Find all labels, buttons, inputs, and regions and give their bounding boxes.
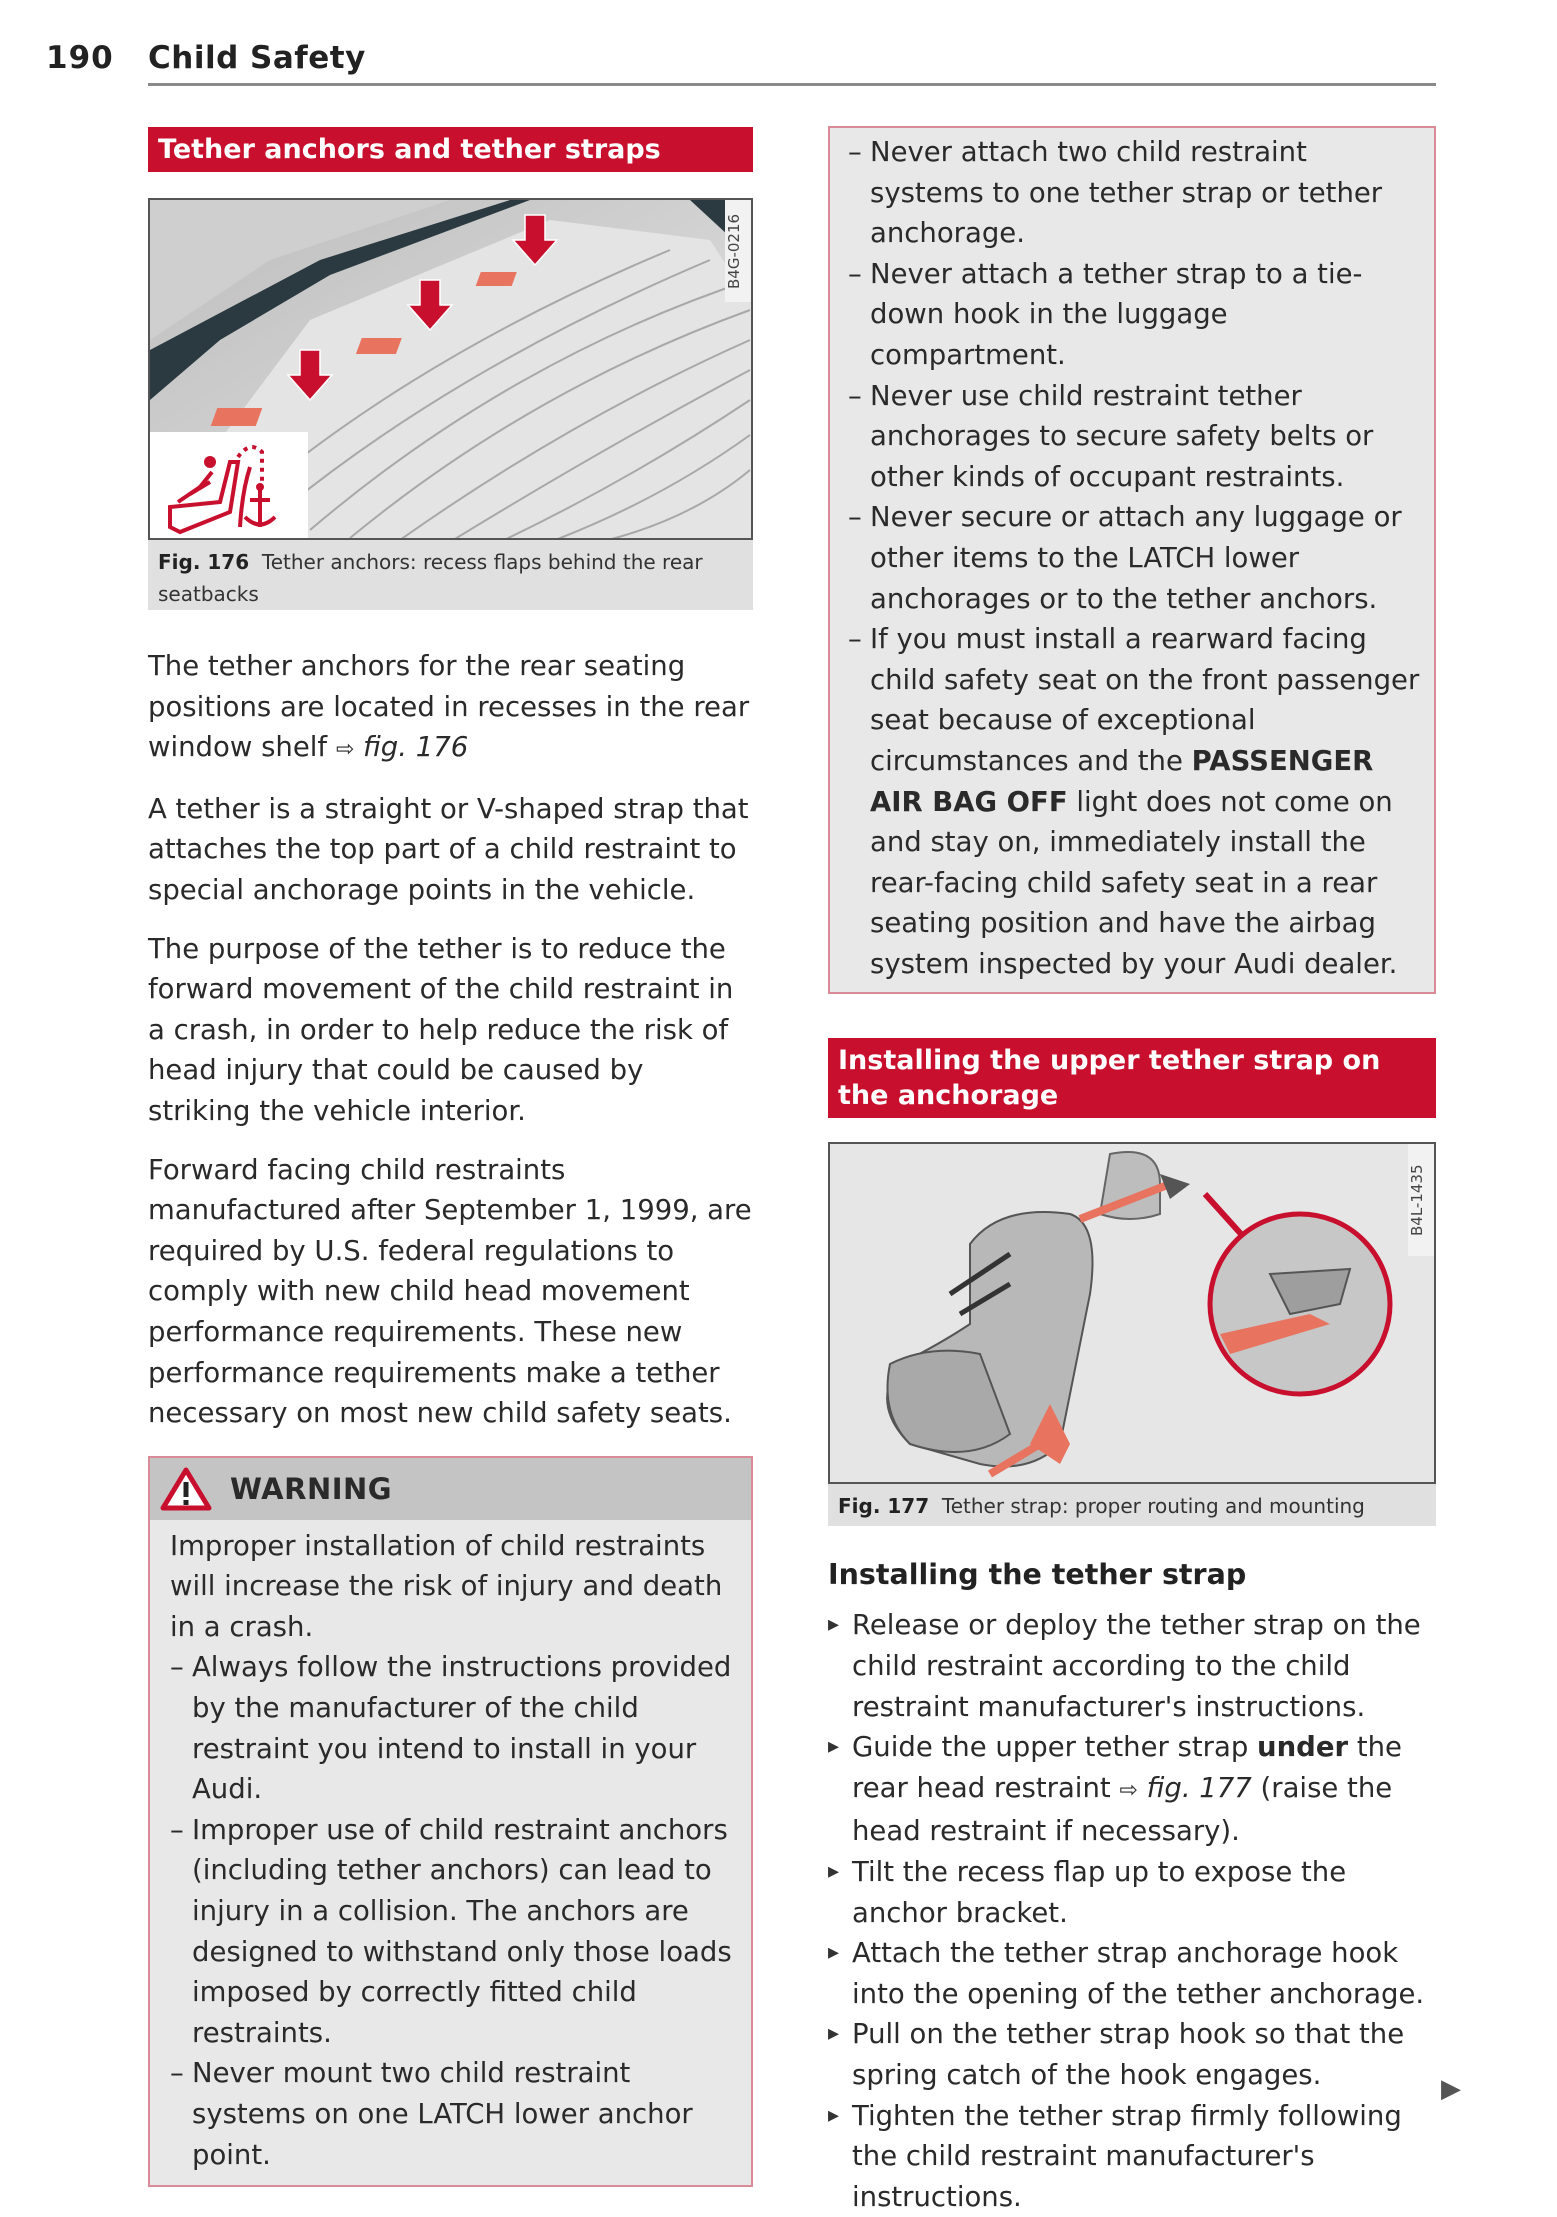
step-item: ▸ Tilt the recess flap up to expose the anchor bracket. — [828, 1852, 1436, 1933]
warning-intro: Improper installation of child restraints will increase the risk of injury and death in a crash. — [170, 1529, 723, 1643]
airbag-off-label: PASSENGER AIR BAG OFF — [870, 744, 1374, 818]
warning-item: – Never use child restraint tether anchorages to secure safety belts or other kinds of occupant restraints. — [848, 376, 1422, 498]
fig-176-image-id: B4G-0216 — [725, 200, 751, 302]
chapter-title: Child Safety — [148, 40, 366, 76]
continued-arrow-icon: ▶ — [1441, 2074, 1461, 2104]
section-title-tether-anchors: Tether anchors and tether straps — [148, 127, 753, 172]
xref-fig-177-link[interactable]: fig. 177 — [1146, 1771, 1252, 1804]
section-title-upper-tether: Installing the upper tether strap on the anchorage — [828, 1038, 1436, 1118]
warning-list — [170, 1647, 737, 2175]
installation-steps — [828, 1605, 1436, 2217]
xref-arrow-icon: ⇨ — [1119, 1777, 1138, 1803]
child-seat-anchor-icon — [150, 432, 308, 540]
warning-item: – Never attach a tether strap to a tie-down hook in the luggage compartment. — [848, 254, 1422, 376]
under-emphasis: under — [1257, 1731, 1349, 1764]
fig-177-caption — [828, 1484, 1436, 1526]
paragraph-regulations: Forward facing child restraints manufactured after September 1, 1999, are required by U.S. federal regulations to comply with new child head movement performance requirements. These new performance requirements make a tether necessary on most new child safety seats. — [148, 1153, 752, 1430]
step-item: ▸ Attach the tether strap anchorage hook into the opening of the tether anchorage. — [828, 1933, 1436, 2014]
warning-item-airbag: – If you must install a rearward facing child safety seat on the front passenger seat because of exceptional circumstances and the PASSENGER AIR BAG OFF light does not come on and stay on, immediately install the rear-facing child safety seat in a rear seating position and have the airbag system inspected by your Audi dealer. — [848, 619, 1422, 984]
left-body — [148, 646, 753, 1434]
fig-177-label: Fig. 177 — [838, 1494, 930, 1519]
warning-item: – Improper use of child restraint anchors (including tether anchors) can lead to injury in a collision. The anchors are designed to withstand only those loads imposed by correctly fitted child restraints. — [170, 1810, 737, 2054]
fig-176-image — [148, 198, 753, 540]
xref-fig-176-link[interactable]: fig. 176 — [363, 731, 469, 764]
child-seat-tether-illustration — [830, 1144, 1436, 1484]
warning-box — [148, 1456, 753, 2188]
step-item: ▸ Release or deploy the tether strap on the child restraint according to the child restraint manufacturer's instructions. — [828, 1605, 1436, 1727]
left-column — [148, 127, 753, 2187]
page-number: 190 — [46, 40, 114, 76]
warning-header — [150, 1458, 751, 1520]
fig-177-caption-text: Tether strap: proper routing and mounting — [941, 1494, 1365, 1519]
warning-continued-box — [828, 126, 1436, 994]
warning-triangle-icon — [160, 1467, 212, 1511]
figure-177 — [828, 1142, 1436, 1526]
header-rule — [148, 83, 1436, 86]
fig-177-image-id: B4L-1435 — [1408, 1144, 1434, 1256]
warning-item: – Never attach two child restraint systems to one tether strap or tether anchorage. — [848, 132, 1422, 254]
paragraph-tether-anchor-location: The tether anchors for the rear seating positions are located in recesses in the rear window shelf ⇨ fig. 176 — [148, 650, 750, 764]
fig-176-label: Fig. 176 — [158, 550, 250, 574]
warning-item: – Always follow the instructions provided by the manufacturer of the child restraint you intend to install in your Audi. — [170, 1647, 737, 1809]
step-item: ▸ Tighten the tether strap firmly following the child restraint manufacturer's instructions. — [828, 2096, 1436, 2217]
fig-176-caption — [148, 540, 753, 610]
figure-176 — [148, 198, 753, 610]
fig-176-caption-text: Tether anchors: recess flaps behind the rear seatbacks — [158, 550, 703, 606]
step-item: ▸ Pull on the tether strap hook so that the spring catch of the hook engages. — [828, 2014, 1436, 2095]
step-item: ▸ Guide the upper tether strap under the rear head restraint ⇨ fig. 177 (raise the head restraint if necessary). — [828, 1727, 1436, 1852]
warning-item: – Never secure or attach any luggage or other items to the LATCH lower anchorages or to the tether anchors. — [848, 497, 1422, 619]
subheading-installing-tether: Installing the tether strap — [828, 1558, 1247, 1592]
xref-arrow-icon: ⇨ — [335, 737, 355, 763]
warning-title: WARNING — [230, 1471, 393, 1506]
warning-item: – Never mount two child restraint systems on one LATCH lower anchor point. — [170, 2053, 737, 2175]
fig-177-image — [828, 1142, 1436, 1484]
right-column — [828, 126, 1436, 2217]
warning-body — [150, 1520, 751, 2186]
paragraph-tether-purpose: The purpose of the tether is to reduce the forward movement of the child restraint in a crash, in order to help reduce the risk of head injury that could be caused by striking the vehicle interior. — [148, 932, 734, 1127]
paragraph-tether-definition: A tether is a straight or V-shaped strap that attaches the top part of a child restraint to special anchorage points in the vehicle. — [148, 792, 749, 906]
warning-continued-list — [848, 132, 1422, 984]
